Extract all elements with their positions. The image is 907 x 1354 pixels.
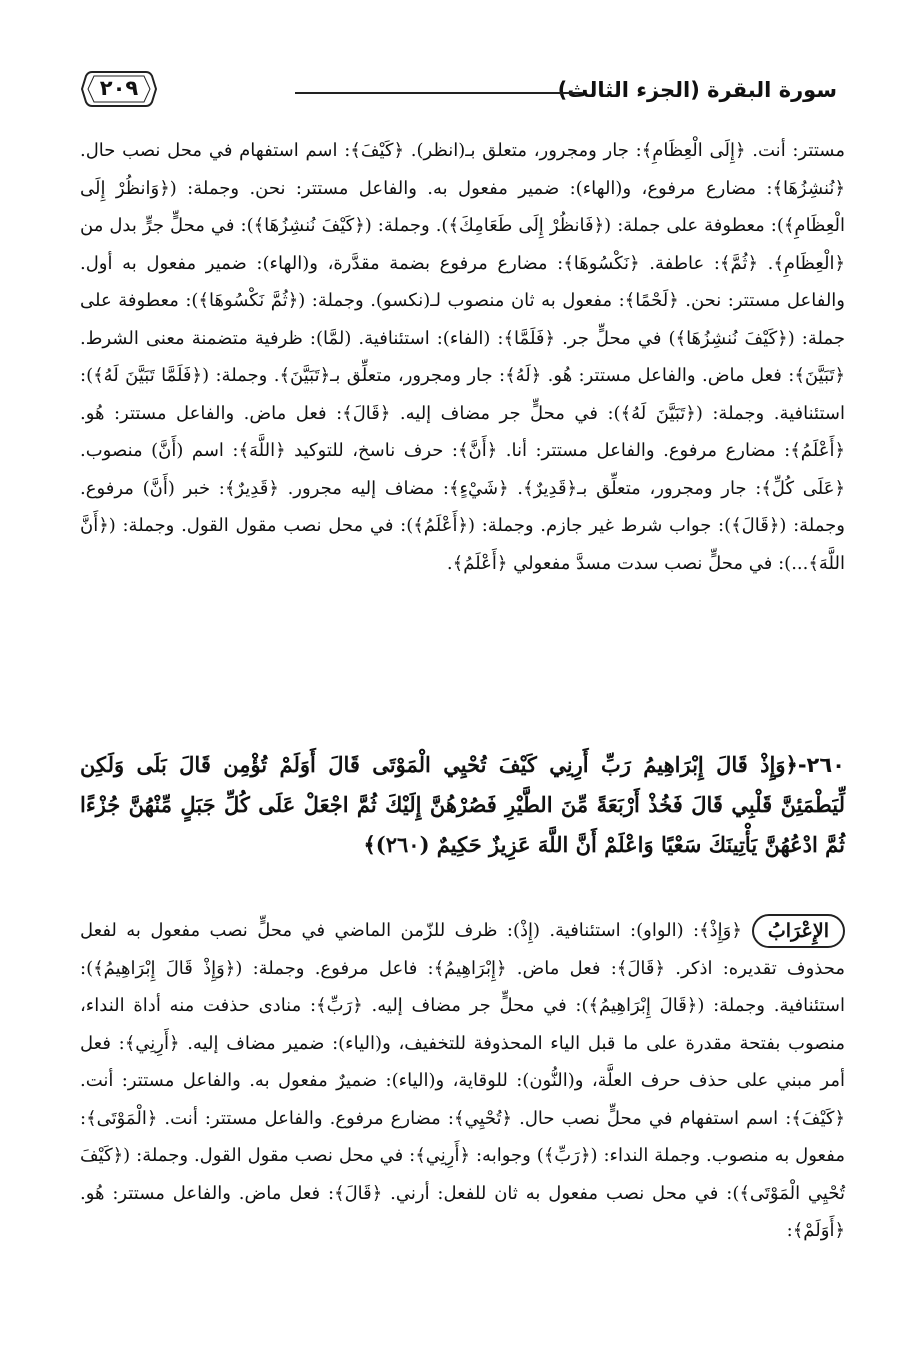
header-rule (295, 92, 582, 94)
quran-verse (80, 745, 845, 865)
page-number: ٢٠٩ (99, 76, 139, 100)
commentary-block-top (80, 132, 845, 582)
page-header (70, 60, 837, 120)
irab-text: ﴿وَإِذْ﴾: (الواو): استئنافية. (إِذْ): ظرف للزّمن الماضي في محلٍّ نصب مفعول به لفعل محذوف تقديره: اذكر. ﴿قَالَ﴾: فعل ماض. ﴿إِبْرَاهِيمُ﴾: فاعل مرفوع. وجملة: (﴿وَإِذْ قَالَ إِبْرَاهِيمُ﴾): استئنافية. وجملة: (﴿قَالَ إِبْرَاهِيمُ﴾): في محلٍّ جر مضاف إليه. ﴿رَبِّ﴾: منادى حذفت منه أداة النداء، منصوب بفتحة مقدرة على ما قبل الياء المحذوفة للتخفيف، و(الياء): ضمير مضاف إليه. ﴿أَرِنِي﴾: فعل أمر مبني على حذف حرف العلَّة، و(النُّون): للوقاية، و(الياء): ضميرٌ مفعول به. والفاعل مستتر: أنت. ﴿كَيْفَ﴾: اسم استفهام في محلٍّ نصب حال. ﴿تُحْيِي﴾: مضارع مرفوع. والفاعل مستتر: أنت. ﴿الْمَوْتَى﴾: مفعول به منصوب. وجملة النداء: (﴿رَبِّ﴾) وجوابه: ﴿أَرِنِي﴾: في محل نصب مقول القول. وجملة: (﴿كَيْفَ تُحْيِي الْمَوْتَى﴾): في محل نصب مفعول به ثان للفعل: أرني. ﴿قَالَ﴾: فعل ماض. والفاعل مستتر: هُو. ﴿أَوَلَمْ﴾: (80, 920, 845, 1241)
commentary-paragraph: مستتر: أنت. ﴿إِلَى الْعِظَامِ﴾: جار ومجرور، متعلق بـ(انظر). ﴿كَيْفَ﴾: اسم استفهام في محل نصب حال. ﴿نُنشِزُهَا﴾: مضارع مرفوع، و(الهاء): ضمير مفعول به. والفاعل مستتر: نحن. وجملة: (﴿وَانظُرْ إِلَى الْعِظَامِ﴾): معطوفة على جملة: (﴿فَانظُرْ إِلَى طَعَامِكَ﴾). وجملة: (﴿كَيْفَ نُنشِزُهَا﴾): في محلٍّ جرٍّ بدل من ﴿الْعِظَامِ﴾. ﴿ثُمَّ﴾: عاطفة. ﴿نَكْسُوهَا﴾: مضارع مرفوع بضمة مقدَّرة، و(الهاء): ضمير مفعول به أول. والفاعل مستتر: نحن. ﴿لَحْمًا﴾: مفعول به ثان منصوب لـ(نكسو). وجملة: (﴿ثُمَّ نَكْسُوهَا﴾): معطوفة على جملة: (﴿كَيْفَ نُنشِزُهَا﴾) في محلٍّ جر. ﴿فَلَمَّا﴾: (الفاء): استئنافية. (لمَّا): ظرفية متضمنة معنى الشرط. ﴿تَبَيَّنَ﴾: فعل ماض. والفاعل مستتر: هُو. ﴿لَهُ﴾: جار ومجرور، متعلِّق بـ﴿تَبَيَّنَ﴾. وجملة: (﴿فَلَمَّا تَبَيَّنَ لَهُ﴾): استئنافية. وجملة: (﴿تَبَيَّنَ لَهُ﴾): في محلٍّ جر مضاف إليه. ﴿قَالَ﴾: فعل ماض. والفاعل مستتر: هُو. ﴿أَعْلَمُ﴾: مضارع مرفوع. والفاعل مستتر: أنا. ﴿أَنَّ﴾: حرف ناسخ، للتوكيد ﴿اللَّهَ﴾: اسم (أَنَّ) منصوب. ﴿عَلَى كُلِّ﴾: جار ومجرور، متعلِّق بـ﴿قَدِيرٌ﴾. ﴿شَيْءٍ﴾: مضاف إليه مجرور. ﴿قَدِيرٌ﴾: خبر (أَنَّ) مرفوع. وجملة: (﴿قَالَ﴾): جواب شرط غير جازم. وجملة: (﴿أَعْلَمُ﴾): في محل نصب مقول القول. وجملة: (﴿أَنَّ اللَّهَ﴾...): في محلٍّ نصب سدت مسدَّ مفعولي ﴿أَعْلَمُ﴾. (80, 140, 845, 574)
verse-number: ٢٦٠- (797, 753, 845, 777)
commentary-block-bottom (80, 912, 845, 1250)
page-number-frame (80, 68, 158, 110)
irab-label: الإِعْرَابُ (752, 914, 845, 948)
irab-paragraph (80, 912, 845, 1250)
surah-title: سورة البقرة (الجزء الثالث) (557, 78, 837, 102)
quran-verse-block (80, 745, 845, 865)
verse-text: ﴿وَإِذْ قَالَ إِبْرَاهِيمُ رَبِّ أَرِنِي كَيْفَ تُحْيِي الْمَوْتَى قَالَ أَوَلَمْ تُؤْمِن قَالَ بَلَى وَلَكِن لِّيَطْمَئِنَّ قَلْبِي قَالَ فَخُذْ أَرْبَعَةً مِّنَ الطَّيْرِ فَصُرْهُنَّ إِلَيْكَ ثُمَّ اجْعَلْ عَلَى كُلِّ جَبَلٍ مِّنْهُنَّ جُزْءًا ثُمَّ ادْعُهُنَّ يَأْتِينَكَ سَعْيًا وَاعْلَمْ أَنَّ اللَّهَ عَزِيزٌ حَكِيمٌ (٢٦٠)﴾ (80, 752, 845, 857)
